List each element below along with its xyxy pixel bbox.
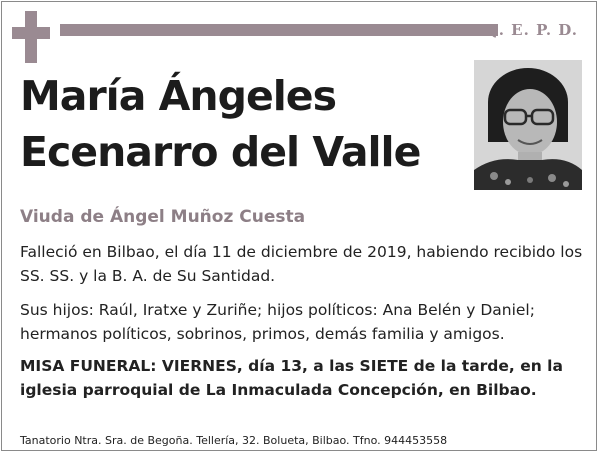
portrait-photo bbox=[474, 60, 582, 190]
death-paragraph: Falleció en Bilbao, el día 11 de diciembre de 2019, habiendo recibido los SS. SS. y la B. A. de Su Santidad. bbox=[20, 243, 583, 285]
family-paragraph: Sus hijos: Raúl, Iratxe y Zuriñe; hijos políticos: Ana Belén y Daniel; hermanos políticos, sobrinos, primos, demás familia y amigos. bbox=[20, 301, 535, 343]
name-line-2: Ecenarro del Valle bbox=[20, 128, 421, 176]
deceased-name bbox=[20, 68, 460, 180]
funeral-paragraph: MISA FUNERAL: VIERNES, día 13, a las SIETE de la tarde, en la iglesia parroquial de La Inmaculada Concepción, en Bilbao. bbox=[20, 357, 563, 399]
widow-of-line: Viuda de Ángel Muñoz Cuesta bbox=[20, 207, 306, 227]
header-bar bbox=[60, 24, 498, 36]
funeral-home-footer: Tanatorio Ntra. Sra. de Begoña. Tellería, 32. Bolueta, Bilbao. Tfno. 944453558 bbox=[20, 434, 448, 447]
cross-icon bbox=[12, 11, 50, 63]
qepd-label: Q. E. P. D. bbox=[485, 21, 578, 39]
name-line-1: María Ángeles bbox=[20, 72, 337, 120]
obituary-card bbox=[1, 1, 597, 451]
